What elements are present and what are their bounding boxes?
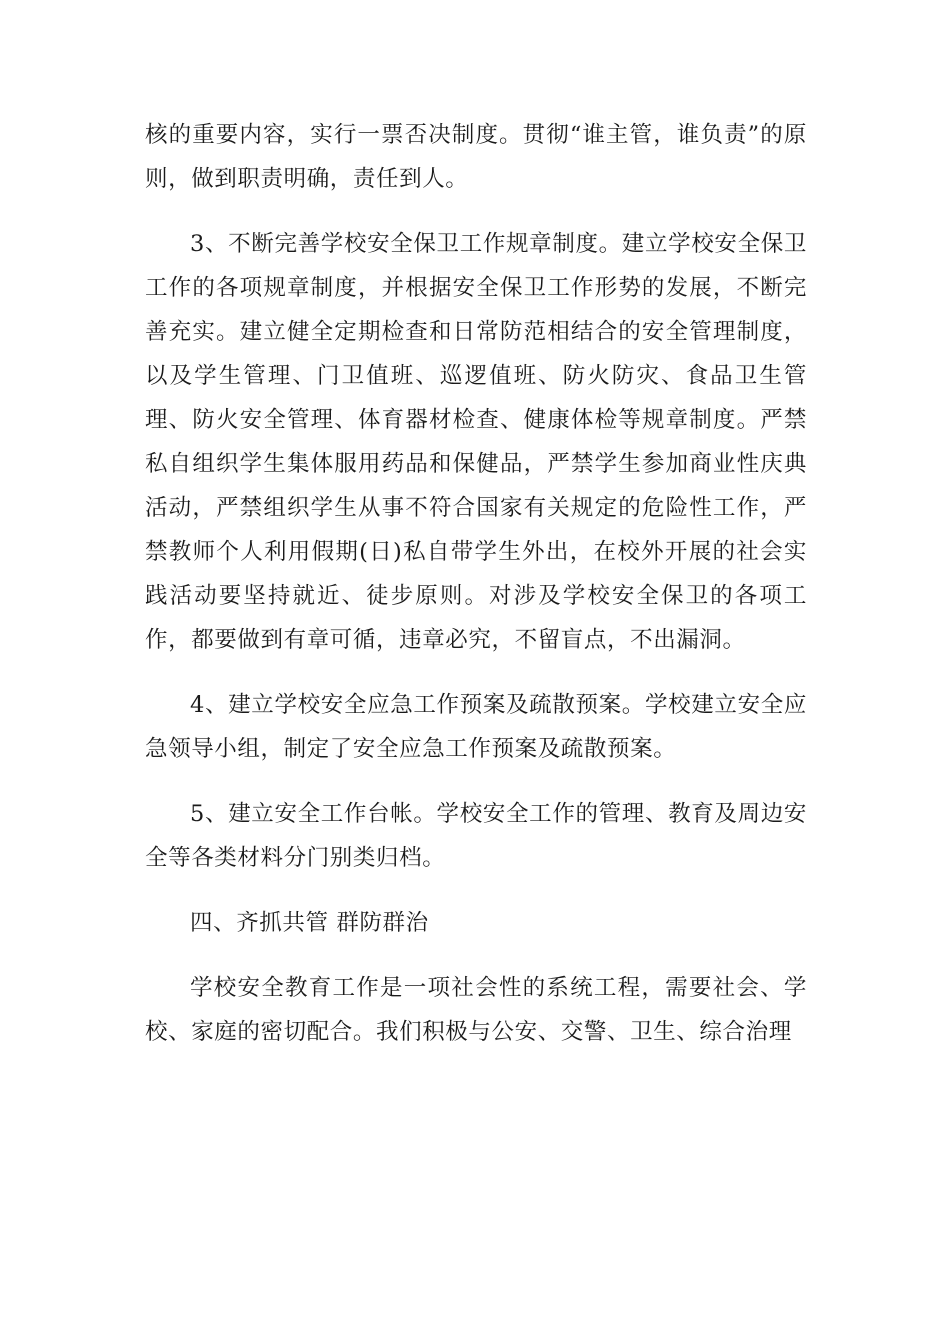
- paragraph-continuation: 核的重要内容，实行一票否决制度。贯彻“谁主管，谁负责”的原则，做到职责明确，责任到人。: [145, 122, 807, 192]
- paragraph-item-3: 3、不断完善学校安全保卫工作规章制度。建立学校安全保卫工作的各项规章制度，并根据安全保卫工作形势的发展，不断完善充实。建立健全定期检查和日常防范相结合的安全管理制度，以及学生管理、门卫值班、巡逻值班、防火防灾、食品卫生管理、防火安全管理、体育器材检查、健康体检等规章制度。严禁私自组织学生集体服用药品和保健品，严禁学生参加商业性庆典活动，严禁组织学生从事不符合国家有关规定的危险性工作，严禁教师个人利用假期(日)私自带学生外出，在校外开展的社会实践活动要坚持就近、徒步原则。对涉及学校安全保卫的各项工作，都要做到有章可循，违章必究，不留盲点，不出漏洞。: [145, 231, 807, 653]
- paragraph-section-4-intro: 学校安全教育工作是一项社会性的系统工程，需要社会、学校、家庭的密切配合。我们积极与公安、交警、卫生、综合治理: [145, 975, 807, 1045]
- section-heading-4: 四、齐抓共管 群防群治: [190, 910, 429, 936]
- paragraph-item-5: 5、建立安全工作台帐。学校安全工作的管理、教育及周边安全等各类材料分门别类归档。: [145, 801, 807, 871]
- paragraph-item-4: 4、建立学校安全应急工作预案及疏散预案。学校建立安全应急领导小组，制定了安全应急工作预案及疏散预案。: [145, 692, 807, 762]
- document-body: [145, 113, 807, 1075]
